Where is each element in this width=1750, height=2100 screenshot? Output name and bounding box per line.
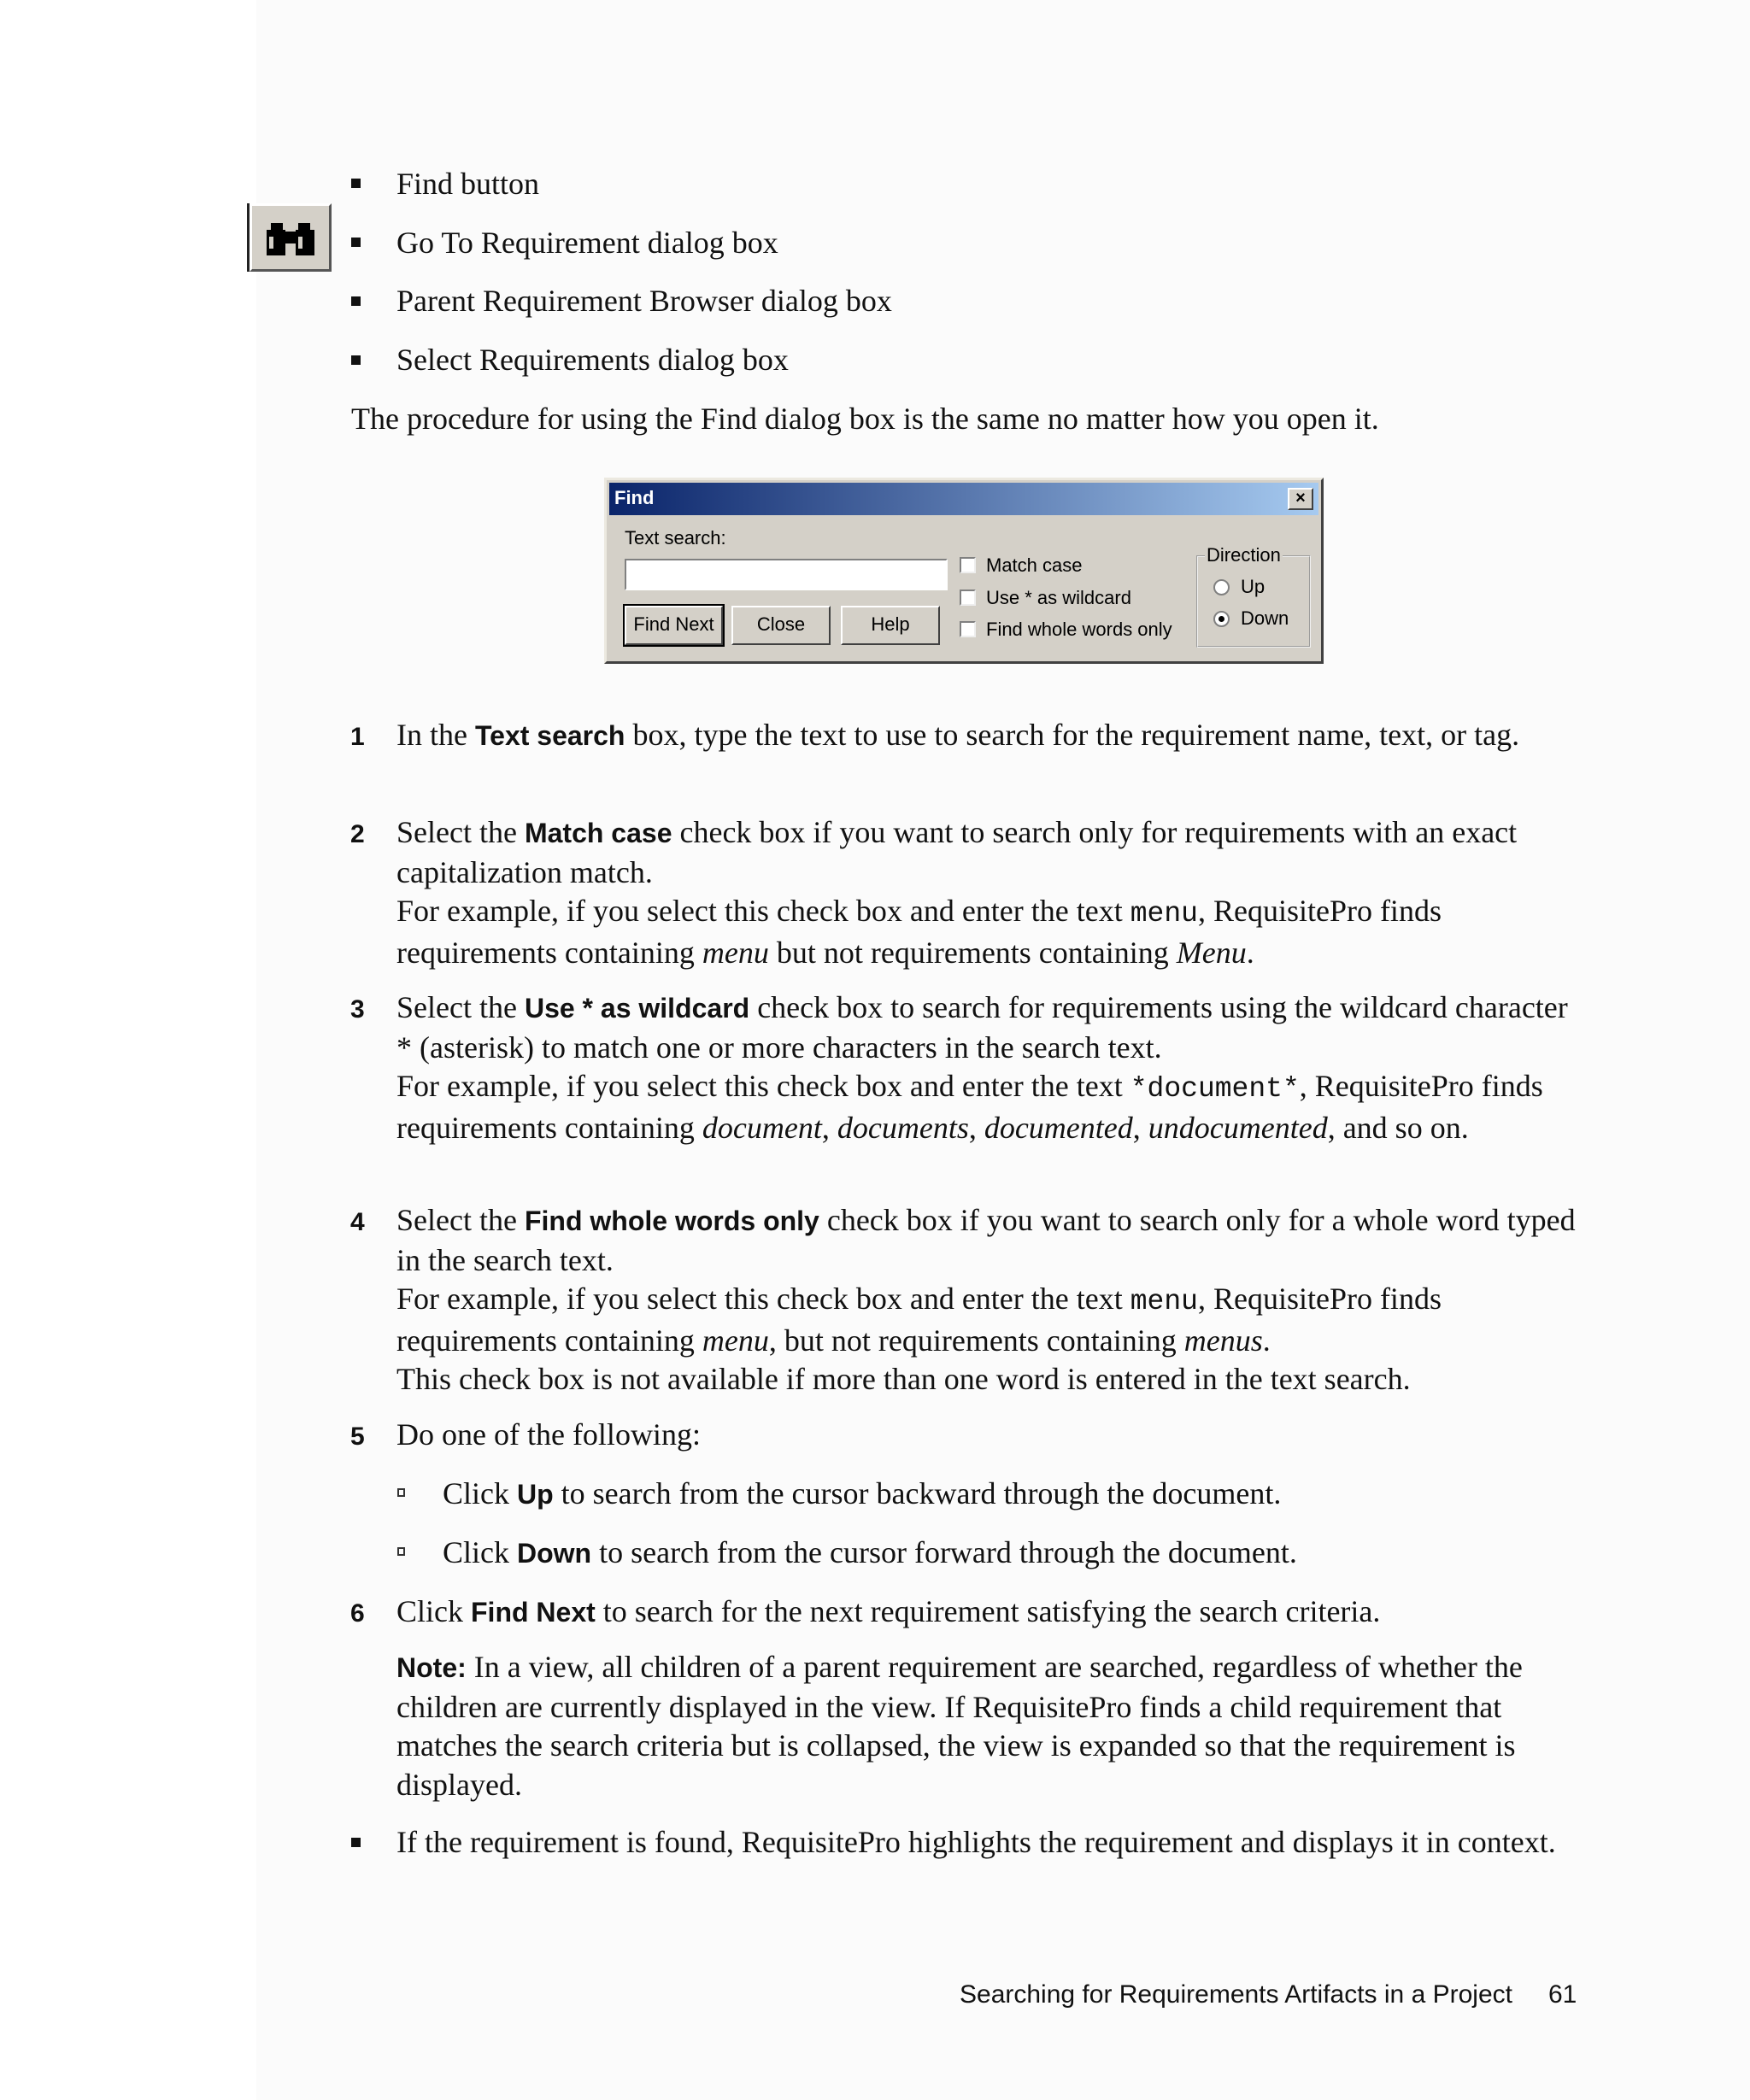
ui-term: Down — [517, 1538, 592, 1569]
direction-group — [1196, 544, 1311, 648]
match-case-label: Match case — [986, 554, 1083, 576]
code-term: *document* — [1130, 1073, 1300, 1105]
step-5-option-up: Click Up to search from the cursor backward through the document. — [443, 1476, 1282, 1510]
down-label: Down — [1241, 607, 1289, 629]
bullet-marker — [351, 238, 361, 247]
bullet-marker — [351, 296, 361, 306]
find-toolbar-button[interactable] — [250, 203, 332, 272]
dialog-title: Find — [614, 487, 655, 508]
code-term: menu — [1130, 1286, 1198, 1317]
ui-term: Find whole words only — [524, 1205, 819, 1236]
step-number: 2 — [350, 820, 365, 848]
find-next-button[interactable]: Find Next — [625, 606, 723, 645]
down-radio[interactable] — [1213, 611, 1230, 627]
sub-bullet-marker — [397, 1488, 405, 1497]
ui-term: Text search — [474, 720, 625, 751]
help-button[interactable]: Help — [841, 606, 940, 645]
code-term: menu — [1130, 898, 1198, 930]
wildcard-label: Use * as wildcard — [986, 587, 1131, 608]
bullet-parent-browser: Parent Requirement Browser dialog box — [396, 284, 892, 318]
up-label: Up — [1241, 576, 1266, 597]
step-6-text: Click Find Next to search for the next requirement satisfying the search criteria. — [396, 1594, 1381, 1628]
step-number: 3 — [350, 995, 365, 1024]
bullet-go-to-requirement: Go To Requirement dialog box — [396, 226, 778, 260]
sub-bullet-marker — [397, 1547, 405, 1556]
text-search-field[interactable] — [625, 559, 948, 590]
running-footer: Searching for Requirements Artifacts in a Project — [960, 1980, 1512, 2009]
step-4-text: Select the Find whole words only check box if you want to search only for a whole word typed in the search text. For example, if you select this check box and enter the text menu, RequisitePro finds requirements containing menu, but not requirements containing menus. This check box is not available if more than one word is entered in the text search. — [396, 1203, 1576, 1396]
step-number: 5 — [350, 1422, 365, 1451]
bullet-marker — [351, 179, 361, 188]
step-number: 6 — [350, 1599, 365, 1628]
bullet-marker — [351, 1838, 361, 1847]
whole-words-label: Find whole words only — [986, 619, 1172, 640]
note-paragraph: Note: In a view, all children of a parent requirement are searched, regardless of whether the children are currently displayed in the view. If RequisitePro finds a child requirement that matches the search criteria but is collapsed, the view is expanded so that the requirement is displayed. — [396, 1650, 1523, 1802]
step-2-text: Select the Match case check box if you want to search only for requirements with an exact capitalization match. For example, if you select this check box and enter the text menu, RequisitePro finds requirements containing menu but not requirements containing Menu. — [396, 815, 1518, 970]
note-label: Note: — [396, 1652, 467, 1683]
close-icon[interactable]: × — [1288, 488, 1313, 510]
dialog-titlebar — [609, 483, 1318, 515]
whole-words-checkbox[interactable] — [960, 621, 976, 637]
bullet-select-requirements: Select Requirements dialog box — [396, 343, 789, 377]
step-3-text: Select the Use * as wildcard check box to search for requirements using the wildcard character * (asterisk) to match one or more characters in the search text. For example, if you select this check box and enter the text *document*, RequisitePro finds requirements containing document, documents, documented, undocumented, and so on. — [396, 990, 1568, 1145]
step-1-text: In the Text search box, type the text to use to search for the requirement name, text, or tag. — [396, 718, 1520, 752]
close-button[interactable]: Close — [731, 606, 831, 645]
bullet-marker — [351, 355, 361, 365]
step-5-text: Do one of the following: — [396, 1417, 701, 1452]
intro-paragraph: The procedure for using the Find dialog box is the same no matter how you open it. — [351, 402, 1379, 436]
text-search-label: Text search: — [625, 527, 726, 548]
ui-term: Find Next — [471, 1597, 596, 1628]
binoculars-icon — [252, 206, 329, 269]
step-number: 4 — [350, 1208, 365, 1236]
ui-term: Use * as wildcard — [524, 993, 750, 1024]
up-radio[interactable] — [1213, 579, 1230, 595]
final-bullet: If the requirement is found, RequisitePro highlights the requirement and displays it in context. — [396, 1825, 1556, 1859]
ui-term: Up — [517, 1479, 554, 1510]
match-case-checkbox[interactable] — [960, 557, 976, 573]
direction-label: Direction — [1207, 544, 1281, 566]
step-number: 1 — [350, 723, 365, 751]
wildcard-checkbox[interactable] — [960, 590, 976, 606]
find-dialog — [604, 478, 1324, 664]
text-search-input[interactable] — [626, 560, 946, 589]
ui-term: Match case — [524, 818, 672, 848]
page-number: 61 — [1548, 1980, 1577, 2009]
step-5-option-down: Click Down to search from the cursor forward through the document. — [443, 1535, 1297, 1569]
bullet-find-button: Find button — [396, 167, 540, 201]
